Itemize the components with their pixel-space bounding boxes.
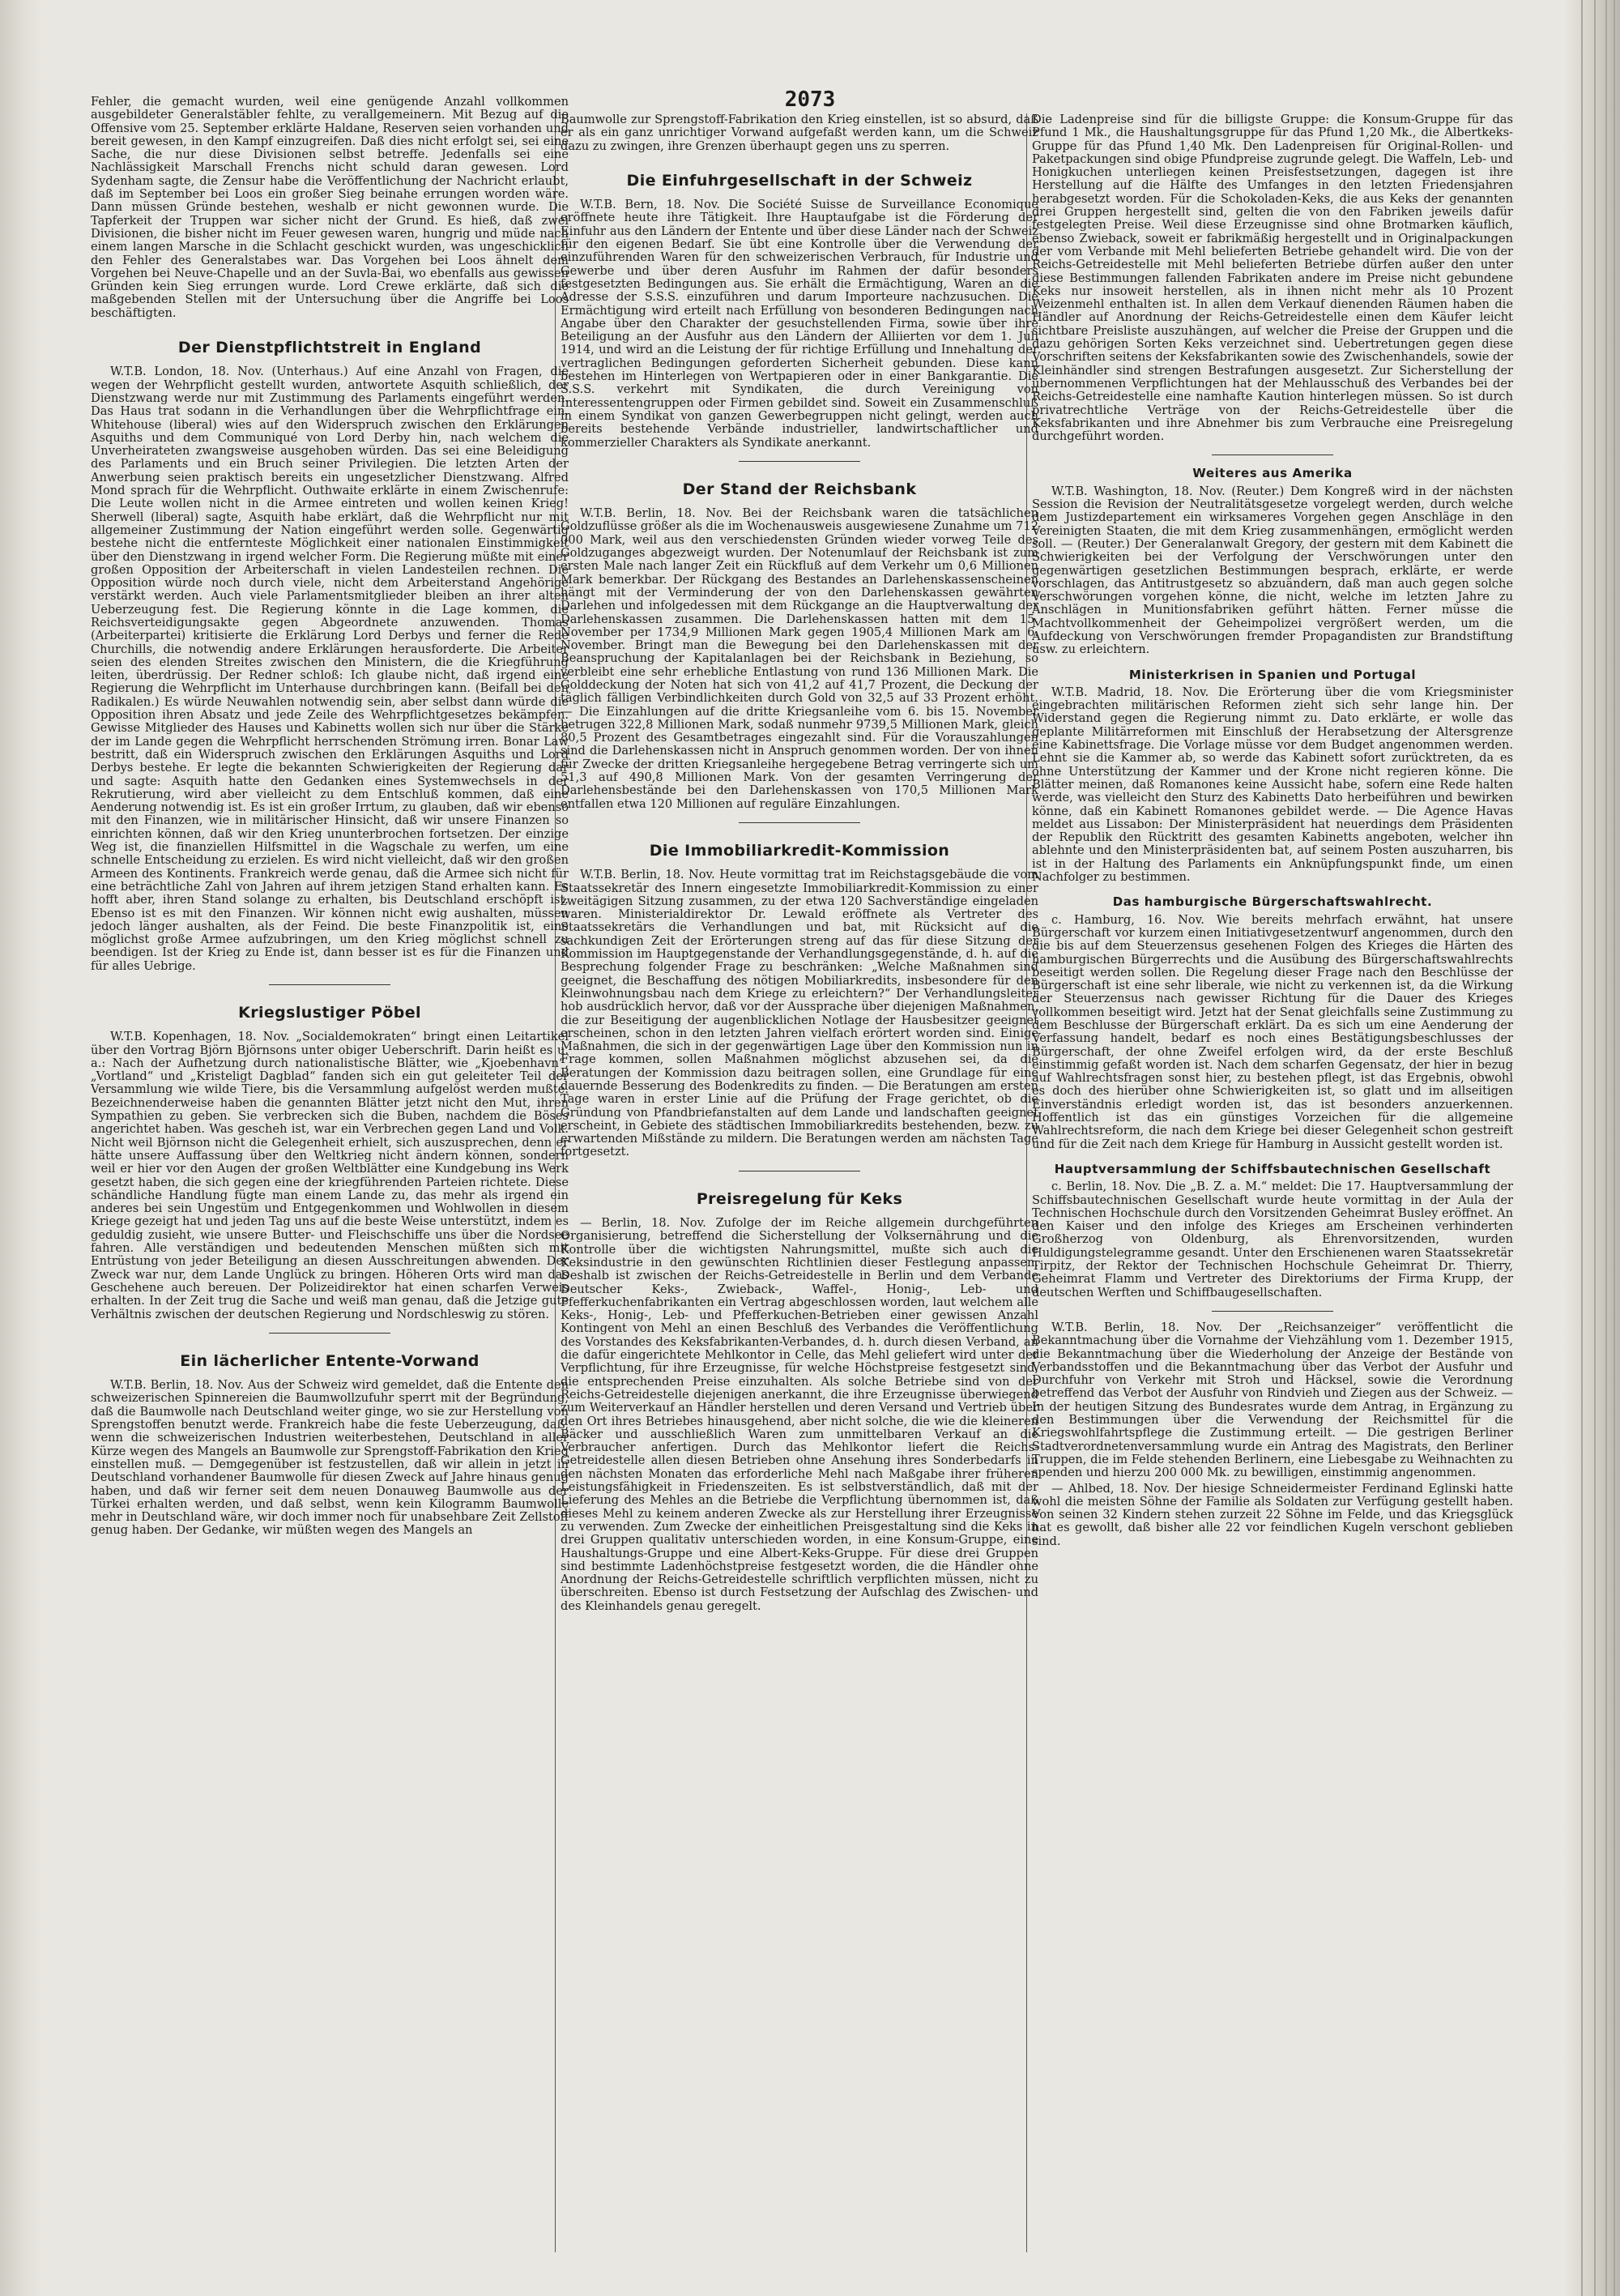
article-paragraph: Die Ladenpreise sind für die billigste Gruppe: die Konsum-Gruppe für das Pfund 1 Mk., die Haushaltungsgruppe für das Pfund 1,20 Mk., die Albertkeks-Gruppe für das Pfund 1,40 Mk. Den Ladenpreisen für Original-Rollen- und Paketpackungen sind obige Pfundpreise zugrunde gelegt. Die Waffeln, Leb- und Honigkuchen unterliegen keinen Preisfestsetzungen, dagegen ist ihre Herstellung auf die Hälfte des Umfanges in den letzten Friedensjahren herabgesetzt worden. Für die Schokoladen-Keks, die aus Keks der genannten drei Gruppen hergestellt sind, gelten die von den Fabriken jeweils dafür festgelegten Preise. Weil diese Erzeugnisse sind ohne Brotmarken käuflich, ebenso Zwieback, soweit er fabrikmäßig hergestellt und in Originalpackungen der vom Verbande mit Mehl belieferten Betriebe gehandelt wird. Die von der Reichs-Getreidestelle mit Mehl belieferten Betriebe dürfen außer den unter diese Bestimmungen fallenden Fabrikaten andere im Preise nicht gebundene Keks nur insoweit herstellen, als in ihnen nicht mehr als 10 Prozent Weizenmehl enthalten ist. In allen dem Verkauf dienenden Räumen haben die Händler auf Anordnung der Reichs-Getreidestelle einen dem Käufer leicht sichtbare Preisliste auszuhängen, auf welcher die Preise der Gruppen und die dazu gehörigen Sorten Keks verzeichnet sind. Uebertretungen gegen diese Vorschriften seitens der Keksfabrikanten sowie des Zwischenhandels, sowie der Kleinhändler sind strengen Bestrafungen ausgesetzt. Zur Sicherstellung der übernommenen Verpflichtungen hat der Mehlausschuß des Verbandes bei der Reichs-Getreidestelle eine namhafte Kaution hinterlegen müssen. So ist durch privatrechtliche Verträge von der Reichs-Getreidestelle über die Keksfabrikanten und ihre Abnehmer bis zum Verbrauche eine Preisregelung durchgeführt worden.	[1032, 113, 1513, 444]
article-paragraph: W.T.B. Berlin, 18. Nov. Bei der Reichsbank waren die tatsächlichen Goldzuflüsse größer als die im Wochenausweis ausgewiesene Zunahme um 712 000 Mark, weil aus den verschiedensten Gründen wieder vorweg Teile des Goldzuganges abgezweigt wurden. Der Notenumlauf der Reichsbank ist zum ersten Male nach langer Zeit ein Rückfluß auf dem Verkehr um 0,6 Millionen Mark bemerkbar. Der Rückgang des Bestandes an Darlehenskassenscheinen hängt mit der Verminderung der von den Darlehenskassen gewährten Darlehen und infolgedessen mit dem Rückgange an die Hauptverwaltung der Darlehenskassen zusammen. Die Darlehenskassen hatten mit dem 15. November per 1734,9 Millionen Mark gegen 1905,4 Millionen Mark am 6. November. Bringt man die Bewegung bei den Darlehenskassen mit der Beanspruchung der Kapitalanlagen bei der Reichsbank in Beziehung, so verbleibt eine sehr erhebliche Entlastung von rund 136 Millionen Mark. Die Golddeckung der Noten hat sich von 41,2 auf 41,7 Prozent, die Deckung der täglich fälligen Verbindlichkeiten durch Gold von 32,5 auf 33 Prozent erhöht. — Die Einzahlungen auf die dritte Kriegsanleihe vom 6. bis 15. November betrugen 322,8 Millionen Mark, sodaß nunmehr 9739,5 Millionen Mark, gleich 80,5 Prozent des Gesamtbetrages eingezahlt sind. Für die Vorauszahlungen sind die Darlehenskassen nicht in Anspruch genommen worden. Der von ihnen für Zwecke der dritten Kriegsanleihe hergegebene Betrag verringerte sich um 51,3 auf 490,8 Millionen Mark. Von der gesamten Verringerung der Darlehensbestände bei den Darlehenskassen von 170,5 Millionen Mark entfallen etwa 120 Millionen auf reguläre Einzahlungen.	[561, 506, 1038, 811]
page-stack-edge	[1563, 0, 1620, 2296]
article-paragraph: Baumwolle zur Sprengstoff-Fabrikation den Krieg einstellen, ist so absurd, daß er als ein ganz unrichtiger Vorwand aufgefaßt werden kann, um die Schweiz dazu zu zwingen, ihre Grenzen überhaupt gegen uns zu sperren.	[561, 113, 1038, 153]
headline-dienstpflichtstreit: Der Dienstpflichtstreit in England	[177, 339, 482, 357]
article-paragraph: W.T.B. Berlin, 18. Nov. Der „Reichsanzeiger“ veröffentlicht die Bekanntmachung über die Vornahme der Viehzählung vom 1. Dezember 1915, die Bekanntmachung über die Wiederholung der Anzeige der Bestände von Verbandsstoffen und die Bekanntmachung über das Verbot der Ausfuhr und Durchfuhr von Verkehr mit Stroh und Häcksel, sowie die Verordnung betreffend das Verbot der Ausfuhr von Rindvieh und Ziegen aus der Schweiz. — In der heutigen Sitzung des Bundesrates wurde dem Antrag, in Ergänzung zu den Bestimmungen über die Verwendung der Reichsmittel für die Kriegswohlfahrtspflege die Zustimmung erteilt. — Die gestrigen Berliner Stadtverordnetenversammlung wurde ein Antrag des Magistrats, den Berliner Truppen, die im Felde stehenden Berlinern, eine Liebesgabe zu Weihnachten zu spenden und hierzu 200 000 Mk. zu bewilligen, einstimmig angenommen.	[1032, 1320, 1513, 1480]
headline-amerika: Weiteres aus Amerika	[1192, 466, 1353, 481]
article-paragraph: c. Berlin, 18. Nov. Die „B. Z. a. M.“ meldet: Die 17. Hauptversammlung der Schiffsbautechnischen Gesellschaft wurde heute vormittag in der Aula der Technischen Hochschule durch den Vorsitzenden Geheimrat Busley eröffnet. An den Kaiser und den infolge des Krieges am Erscheinen verhinderten Großherzog von Oldenburg, als Ehrenvorsitzenden, wurden Huldigungstelegramme gesandt. Unter den Erschienenen waren Staatssekretär Tirpitz, der Rektor der Technischen Hochschule Geheimrat Dr. Thierry, Geheimrat Flamm und Vertreter des Direktoriums der Firma Krupp, der deutschen Werften und Schiffbaugesellschaften.	[1032, 1180, 1513, 1300]
article-paragraph: c. Hamburg, 16. Nov. Wie bereits mehrfach erwähnt, hat unsere Bürgerschaft vor kurzem einen Initiativgesetzentwurf angenommen, durch den die bis auf dem Steuerzensus gesehenen Folgen des Krieges die Härten des hamburgischen Bürgerrechts und die Ausübung des Bürgerschaftswahlrechts beseitigt werden sollen. Die Regelung dieser Frage nach den Beschlüsse der Bürgerschaft ist eine sehr liberale, wie nicht zu verkennen ist, da die Wirkung der Steuerzensus nach gewisser Richtung für die Dauer des Krieges vollkommen beseitigt wird. Jetzt hat der Senat gleichfalls seine Zustimmung zu dem Beschlusse der Bürgerschaft erklärt. Da es sich um eine Aenderung der Verfassung handelt, bedarf es noch eines Bestätigungsbeschlusses der Bürgerschaft, der ohne Zweifel erfolgen wird, da der erste Beschluß einstimmig gefaßt worden ist. Nach dem scharfen Gegensatz, der hier in bezug auf Wahlrechtsfragen sonst hier, zu bestehen pflegt, ist das Ergebnis, obwohl es doch des hierüber ohne Schwierigkeiten ist, so glatt und im allseitigen Einverständnis erledigt worden ist, das ist besonders anzuerkennen. Hoffentlich ist das ein günstiges Vorzeichen für die allgemeine Wahlrechtsreform, die nach dem Kriege bei dieser Gelegenheit schon gestreift und für die Zeit nach dem Kriege für Hamburg in Aussicht gestellt worden ist.	[1032, 912, 1513, 1151]
article-paragraph: W.T.B. Kopenhagen, 18. Nov. „Socialdemokraten“ bringt einen Leitartikel über den Vortrag Björn Björnsons unter obiger Ueberschrift. Darin heißt es u. a.: Nach der Aufhetzung durch nationalistische Blätter, wie „Kjoebenhavn“, „Vortland“ und „Kristeligt Dagblad“ fanden sich ein gut geleiteter Teil der Versammlung wie wilde Tiere, bis die Versammlung aufgelöst werden mußte. Bezeichnenderweise haben die genannten Blätter jetzt nicht den Mut, ihren Sympathien zu geben. Sie verbrecken sich die Buben, nachdem die Böses angerichtet haben. Was gescheh ist, war ein Verbrechen gegen Land und Volk. Nicht weil Björnson nicht die Gelegenheit erhielt, sich auszusprechen, denn er hätte unsere Auffassung über den Weltkrieg nicht ändern können, sondern weil er hier vor den Augen der großen Weltblätter eine Kundgebung ins Werk gesetzt haben, die sich gegen eine der kriegführenden Parteien richtete. Diese schändliche Handlung fügte man einem Lande zu, das mehr als irgend ein anderes bei sein Ungestüm und Entgegenkommen und Wohlwollen in diesem Kriege gezeigt hat und jeden Tag uns auf die beste Weise unterstützt, indem es geduldig zusieht, wie unsere Butter- und Fleischschiffe uns über die Nordsee fahren. Alle verständigen und bedeutenden Menschen müßten sich mit Entrüstung von jeder Beteiligung an diesen Ausschreitungen abwenden. Der Zweck war nur, dem Lande Unglück zu bringen. Höheren Orts wird man das Geschehene auch bereuen. Der Polizeidirektor hat einen scharfen Verweis erhalten. In der Zeit trug die Sache und weiß man genau, daß die Jetzige gute Verhältnis zwischen der deutschen Regierung und Nordschleswig zu stören.	[91, 1030, 569, 1321]
separator-rule	[1212, 1311, 1333, 1312]
column-2	[561, 113, 1038, 2273]
article-paragraph: W.T.B. Berlin, 18. Nov. Heute vormittag trat im Reichstagsgebäude die vom Staatssekretär des Innern eingesetzte Immobiliarkredit-Kommission zu einer zweitägigen Sitzung zusammen, zu der etwa 120 Sachverständige eingeladen waren. Ministerialdirektor Dr. Lewald eröffnete als Vertreter des Staatssekretärs die Verhandlungen und bat, mit Rücksicht auf die sachkundigen Zeit der Erörterungen streng auf das für diese Sitzung der Kommission im Hauptgegenstande der Verhandlungsgegenstände, d. h. auf die Besprechung folgender Frage zu beschränken: „Welche Maßnahmen sind geeignet, die Beschaffung des nötigen Mobiliarkredits, insbesondere für den Kleinwohnungsbau nach dem Kriege zu erleichtern?“ Der Verhandlungsleiter hob ausdrücklich hervor, daß vor der Aussprache über diejenigen Maßnahmen, die zur Beseitigung der augenblicklichen Notlage der Hausbesitzer geeignet erscheinen, schon in den letzten Jahren vielfach erörtert worden sind. Einige Maßnahmen, die sich in der gegenwärtigen Lage über den Kommission nun in Frage kommen, sollen Maßnahmen möglichst abzusehen sei, da die Beratungen der Kommission dazu beitragen sollen, eine Grundlage für eine dauernde Besserung des Bodenkredits zu finden. — Die Beratungen am ersten Tage waren in erster Linie auf die Prüfung der Frage gerichtet, ob die Gründung von Pfandbriefanstalten auf dem Lande und landschaften geeignet erscheint, in Gebiete des städtischen Immobiliarkredits bestehenden, bezw. zu erwartenden Mißstände zu mildern. Die Beratungen werden am nächsten Tage fortgesetzt.	[561, 868, 1038, 1159]
binding-shadow	[0, 0, 42, 2296]
separator-rule	[269, 1333, 390, 1334]
page-number: 2073	[784, 87, 836, 112]
column-1	[91, 96, 569, 2255]
article-paragraph: W.T.B. Berlin, 18. Nov. Aus der Schweiz wird gemeldet, daß die Entente den schweizerischen Spinnereien die Baumwollzufuhr sperrt mit der Begründung, daß die Baumwolle nach Deutschland weiter ginge, wo sie zur Herstellung von Sprengstoffen benutzt werde. Frankreich habe die feste Ueberzeugung, daß, wenn die schweizerischen Industrien weiterbestehen, Deutschland in aller Kürze wegen des Mangels an Baumwolle zur Sprengstoff-Fabrikation den Krieg einstellen muß. — Demgegenüber ist festzustellen, daß wir allein in jetzt in Deutschland vorhandener Baumwolle für diesen Zweck auf Jahre hinaus genug haben, und daß wir ferner seit dem neuen Donauweg Baumwolle aus der Türkei erhalten werden, und daß selbst, wenn kein Kilogramm Baumwolle mehr in Deutschland wäre, wir doch immer noch für unabsehbare Zeit Zellstoff genug haben. Der Gedanke, wir müßten wegen des Mangels an	[91, 1378, 569, 1538]
separator-rule	[739, 822, 860, 823]
headline-entente-vorwand: Ein lächerlicher Entente-Vorwand	[180, 1351, 480, 1370]
headline-einfuhrgesellschaft: Die Einfuhrgesellschaft in der Schweiz	[626, 171, 973, 190]
article-paragraph: W.T.B. Bern, 18. Nov. Die Société Suisse de Surveillance Economique eröffnete heute ihre Tätigkeit. Ihre Hauptaufgabe ist die Förderung der Einfuhr aus den Ländern der Entente und über diese Länder nach der Schweiz für den eigenen Bedarf. Sie übt eine Kontrolle über die Verwendung der einzuführenden Waren für den schweizerischen Verbrauch, für Industrie und Gewerbe und über deren Ausfuhr im Rahmen der dafür besonders festgesetzten Bedingungen aus. Sie erhält die Ermächtigung, Waren an die Adresse der S.S.S. einzuführen und darum Importeure nachzusuchen. Die Ermächtigung wird erteilt nach Erfüllung von besonderen Bedingungen nach Angabe über den Charakter der gesuchstellenden Firma, sowie über ihre Beteiligung an der Ausfuhr aus den Ländern der Alliierten vor dem 1. Juli 1914, und wird an die Leistung der für richtige Erfüllung und Innehaltung der vertraglichen Bedingungen geforderten Sicherheit gebunden. Diese kann bestehen im Hinterlegen von Wertpapieren oder in einer Bankgarantie. Die S.S.S. verkehrt mit Syndikaten, die durch Vereinigung von Interessentengruppen oder Firmen gebildet sind. Soweit ein Zusammenschluß in einem Syndikat von ganzen Gewerbegruppen nicht gelingt, werden auch bereits bestehende Verbände industrieller, landwirtschaftlicher und kommerzieller Charakters als Syndikate anerkannt.	[561, 198, 1038, 450]
article-paragraph: — Berlin, 18. Nov. Zufolge der im Reiche allgemein durchgeführten Organisierung, betreffend die Sicherstellung der Volksernährung und die Kontrolle über die wichtigsten Nahrungsmittel, mußte sich auch die Keksindustrie in den gewünschten Richtlinien dieser Festlegung anpassen. Deshalb ist zwischen der Reichs-Getreidestelle in Berlin und dem Verbande Deutscher Keks-, Zwieback-, Waffel-, Honig-, Leb- und Pfefferkuchenfabrikanten ein Vertrag abgeschlossen worden, laut welchem alle Keks-, Honig-, Leb- und Pfefferkuchen-Betrieben einer gewissen Anzahl Kontingent von Mehl an einen Beschluß des Verbandes die Veröffentlichung des Vorstandes des Keksfabrikanten-Verbandes, d. h. durch diesen Verband, an die dafür eingerichtete Mehlkontor in Celle, das Mehl geliefert wird unter der Verpflichtung, für ihre Erzeugnisse, für welche Höchstpreise festgesetzt sind, die entsprechenden Preise einzuhalten. Als solche Betriebe sind von der Reichs-Getreidestelle diejenigen anerkannt, die ihre Erzeugnisse überwiegend zum Weiterverkauf an Händler herstellen und deren Versand und Vertrieb über den Ort ihres Betriebes hinausgehend, aber nicht solche, die wie die kleineren Bäcker und ausschließlich Waren zum unmittelbaren Verkauf an die Verbraucher anfertigen. Durch das Mehlkontor liefert die Reichs-Getreidestelle allen diesen Betrieben ohne Ansehung ihres Sonderbedarfs in den nächsten Monaten das erforderliche Mehl nach Maßgabe ihrer früheren Leistungsfähigkeit in Friedenszeiten. Es ist selbstverständlich, daß mit der Lieferung des Mehles an die Betriebe die Verpflichtung übernommen ist, daß dieses Mehl zu keinem anderen Zwecke als zur Herstellung ihrer Erzeugnisse zu verwenden. Zum Zwecke der einheitlichen Preisgestaltung sind die Keks in drei Gruppen qualitativ unterschieden worden, in eine Konsum-Gruppe, eine Haushaltungs-Gruppe und eine Albert-Keks-Gruppe. Für diese drei Gruppen sind bestimmte Ladenhöchstpreise festgesetzt worden, die die Händler ohne Anordnung der Reichs-Getreidestelle schriftlich verpflichten müssen, nicht zu überschreiten. Ebenso ist durch Festsetzung der Aufschlag des Zwischen- und des Kleinhandels genau geregelt.	[561, 1216, 1038, 1613]
article-paragraph: W.T.B. London, 18. Nov. (Unterhaus.) Auf eine Anzahl von Fragen, die wegen der Wehrpflicht gestellt wurden, antwortete Asquith schließlich, der Dienstzwang werde nur mit Zustimmung des Parlaments eingeführt werden. Das Haus trat sodann in die Verhandlungen über die Wehrpflichtfrage ein. Whitehouse (liberal) wies auf den Widerspruch zwischen den Erklärungen Asquiths und dem Communiqué von Lord Derby hin, nach welchem die Unverheirateten zwangsweise ausgehoben würden. Das sei eine Beleidigung des Parlaments und ein Bruch seiner Privilegien. Die letzten Arten der Anwerbung seien praktisch bereits ein ungesetzlicher Dienstzwang. Alfred Mond sprach für die Wehrpflicht. Outhwaite erklärte in einem Zwischenrufe: Die Leute wollen nicht in die Armee eintreten und wollen keinen Krieg! Sherwell (liberal) sagte, Asquith habe erklärt, daß die Wehrpflicht nur mit allgemeiner Zustimmung der Nation eingeführt werden solle. Gegenwärtig bestehe nicht die entfernteste Möglichkeit einer nationalen Einstimmigkeit über den Dienstzwang in irgend welcher Form. Die Regierung müßte mit einer großen Opposition der Arbeiterschaft in vielen Landesteilen rechnen. Die Opposition würde noch durch viele, nicht dem Arbeiterstand Angehörige verstärkt werden. Auch viele Parlamentsmitglieder bleiben an ihrer alten Ueberzeugung fest. Die Regierung könnte in die Lage kommen, die Reichsverteidigungsakte gegen Abgeordnete anzuwenden. Thomas (Arbeiterpartei) kritisierte die Erklärung Lord Derbys und ferner die Rede Churchills, die notwendig andere Erklärungen herausforderte. Die Arbeiter seien des elenden Streites zwischen den Ministern, die die Kriegführung leiten, überdrüssig. Der Redner schloß: Ich glaube nicht, daß irgend eine Regierung die Wehrpflicht im Unterhause durchbringen kann. (Beifall bei den Radikalen.) Es würde Neuwahlen notwendig sein, aber selbst dann würde die Opposition ihren Absatz und jede Zeile des Wehrpflichtgesetzes bekämpfen. Gewisse Mitglieder des Hauses und Kabinetts wollen sich nur über die Stärke der im Lande gegen die Wehrpflicht herrschenden Strömung irren. Bonar Law bestritt, daß ein Widerspruch zwischen den Erklärungen Asquiths und Lord Derbys bestehe. Er legte die bekannten Schwierigkeiten der Regierung dar und sagte: Asquith hatte den Gedanken eines Systemwechsels in der Rekrutierung, wird aber vielleicht zu dem Entschluß kommen, daß eine Aenderung notwendig ist. Es ist ein großer Irrtum, zu glauben, daß wir ebenso mit den Finanzen, wie in militärischer Hinsicht, daß wir unsere Finanzen so einrichten können, daß wir den Krieg ununterbrochen fortsetzen. Der einzige Weg ist, die finanziellen Hilfsmittel in die Wagschale zu werfen, um eine schnelle Entscheidung zu erzielen. Es wird nicht vielleicht, daß wir den großen Armeen des Kontinents. Frankreich werde genau, daß die Armee sich nicht für eine beträchtliche Zahl von Jahren auf ihrem jetzigen Stand erhalten kann. Es hofft aber, ihren Stand solange zu erhalten, bis Deutschland erschöpft ist. Ebenso ist es mit den Finanzen. Wir können nicht ewig aushalten, müssen jedoch länger aushalten, als der Feind. Die beste Finanzpolitik ist, eine möglichst große Armee aufzubringen, um den Krieg möglichst schnell zu beendigen. Ist der Krieg zu Ende ist, dann besser ist es für die Finanzen und für alles Uebrige.	[91, 365, 569, 973]
headline-ministerkrisen: Ministerkrisen in Spanien und Portugal	[1128, 667, 1417, 682]
article-paragraph: W.T.B. Madrid, 18. Nov. Die Erörterung über die vom Kriegsminister eingebrachten militärischen Reformen zieht sich sehr lange hin. Der Widerstand gegen die Regierung nimmt zu. Dato erklärte, er wolle das geplante Militärreformen mit Einschluß der Herabsetzung der Altersgrenze eine Kabinettsfrage. Die Vorlage müsse vor dem Budget angenommen werden. Lehnt sie die Kammer ab, so werde das Kabinett sofort zurücktreten, da es ohne Unterstützung der Kammer und der Krone nicht regieren könne. Die Blätter meinen, daß Romanones keine Aussicht habe, sofern eine Rede halten werde, was vielleicht den Sturz des Kabinetts Dato herbeiführen und bewirken könne, daß ein Kabinett Romanones gebildet werde. — Die Agence Havas meldet aus Lissabon: Der Ministerpräsident hat neuerdings dem Präsidenten der Republik den Rücktritt des gesamten Kabinetts angeboten, welcher ihn ablehnte und den Ministerpräsidenten bat, auf seinem Posten auszuharren, bis ist in der Haltung des Parlaments ein Anknüpfungspunkt finde, um einen Nachfolger zu bestimmen.	[1032, 685, 1513, 885]
article-paragraph: W.T.B. Washington, 18. Nov. (Reuter.) Dem Kongreß wird in der nächsten Session die Revision der Neutralitätsgesetze vorgelegt werden, durch welche dem Justizdepartement ein wirksameres Vorgehen gegen Anschläge in den Vereinigten Staaten, die mit dem Krieg zusammenhängen, ermöglicht werden soll. — (Reuter.) Der Generalanwalt Gregory, der gestern mit dem Kabinett die Schwierigkeiten bei der Verfolgung der Verschwörungen unter den gegenwärtigen gesetzlichen Bestimmungen besprach, erklärte, er werde vorschlagen, das Antitrustgesetz so abzuändern, daß man auch gegen solche Verschwörungen vorgehen könne, die nicht, welche im letzten Jahre zu Anschlägen in Munitionsfabriken geführt hätten. Ferner müsse die Machtvollkommenheit der Geheimpolizei vergrößert werden, um die Aufdeckung von Verschwörungen fremder Propagandisten zur Brandstiftung usw. zu erleichtern.	[1032, 484, 1513, 657]
headline-kriegslustiger-poebel: Kriegslustiger Pöbel	[238, 1004, 421, 1022]
headline-schiffsbau: Hauptversammlung der Schiffsbautechnischen Gesellschaft	[1054, 1161, 1491, 1176]
article-paragraph: Fehler, die gemacht wurden, weil eine genügende Anzahl vollkommen ausgebildeter Generalstäbler fehlte, zu verallgemeinern. Mit Bezug auf die Offensive vom 25. September erklärte Haldane, Reserven seien vorhanden und bereit gewesen, in den Kampf einzugreifen. Daß dies nicht erfolgt sei, sei eine Sache, die nur diese Divisionen selbst betreffe. Jedenfalls sei eine Nachlässigkeit Marschall Frenchs nicht schuld daran gewesen. Lord Sydenham sagte, die Zensur habe die Veröffentlichung der Nachricht erlaubt, daß im September bei Loos ein großer Sieg beinahe errungen worden wäre. Dann müssen Gründe bestehen, weshalb er nicht gewonnen wurde. Die Tapferkeit der Truppen war sicher nicht der Grund. Es hieß, daß zwei Divisionen, die bisher nicht im Feuer gewesen waren, hungrig und müde nach einem langen Marsche in die Schlacht geschickt wurden, was ungeschicklich den Fehler des Generalstabes war. Das Vorgehen bei Loos ähnelt dem Vorgehen bei Neuve-Chapelle und an der Suvla-Bai, wo ebenfalls aus gewissen Gründen kein Sieg errungen wurde. Lord Crewe erklärte, daß sich die maßgebenden Stellen mit der Untersuchung über die Angriffe bei Loos beschäftigten.	[91, 96, 569, 320]
headline-preisregelung-keks: Preisregelung für Keks	[696, 1189, 903, 1208]
column-3	[1032, 113, 1513, 2273]
article-paragraph: — Ahlbed, 18. Nov. Der hiesige Schneidermeister Ferdinand Eglinski hatte wohl die meisten Söhne der Familie als Soldaten zur Verfügung gestellt haben. Von seinen 32 Kindern stehen zurzeit 22 Söhne im Felde, und das Kriegsglück hat es gewollt, daß bisher alle 22 vor feindlichen Kugeln verschont geblieben sind.	[1032, 1481, 1513, 1548]
headline-reichsbank: Der Stand der Reichsbank	[682, 480, 917, 498]
headline-hamburg-wahlrecht: Das hamburgische Bürgerschaftswahlrecht.	[1112, 894, 1433, 910]
headline-immobiliarkredit: Die Immobiliarkredit-Kommission	[649, 841, 950, 860]
separator-rule	[739, 461, 860, 462]
separator-rule	[269, 984, 390, 985]
